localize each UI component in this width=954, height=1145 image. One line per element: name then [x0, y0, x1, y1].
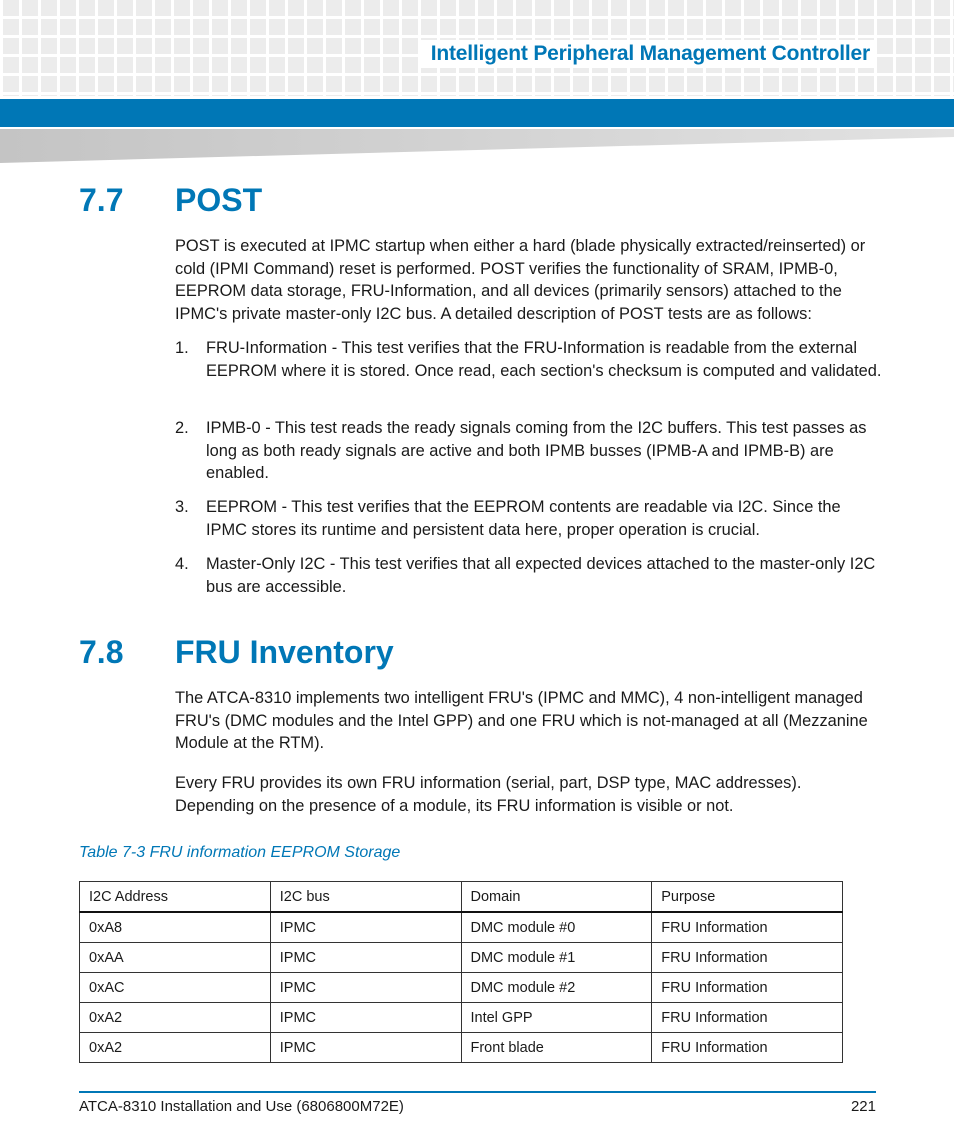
list-text: EEPROM - This test verifies that the EEPROM contents are readable via I2C. Since the IPMC stores its runtime and persistent data here, proper operation is crucial. — [206, 498, 841, 539]
footer-document-title: ATCA-8310 Installation and Use (6806800M72E) — [79, 1098, 404, 1115]
table-row — [80, 973, 843, 1003]
fru-paragraph-1: The ATCA-8310 implements two intelligent FRU's (IPMC and MMC), 4 non-intelligent managed FRU's (DMC modules and the Intel GPP) and one FRU which is not-managed at all (Mezzanine Module at the RTM). — [175, 689, 868, 753]
table-cell: Intel GPP — [461, 1003, 652, 1033]
header-blue-bar — [0, 99, 954, 127]
table-cell: IPMC — [270, 973, 461, 1003]
list-number: 1. — [175, 339, 189, 357]
section-number: 7.8 — [79, 634, 124, 670]
footer-rule — [79, 1091, 876, 1093]
table-cell: FRU Information — [652, 1033, 843, 1063]
table-cell: IPMC — [270, 1003, 461, 1033]
table-cell: IPMC — [270, 1033, 461, 1063]
fru-paragraph-2: Every FRU provides its own FRU information (serial, part, DSP type, MAC addresses). Depending on the presence of a module, its FRU information is visible or not. — [175, 774, 802, 815]
column-header: I2C Address — [80, 882, 271, 913]
table-cell: 0xAA — [80, 943, 271, 973]
table-cell: 0xAC — [80, 973, 271, 1003]
table-cell: DMC module #0 — [461, 912, 652, 943]
section-number: 7.7 — [79, 182, 124, 218]
table-cell: DMC module #2 — [461, 973, 652, 1003]
table-cell: FRU Information — [652, 973, 843, 1003]
table-cell: Front blade — [461, 1033, 652, 1063]
list-number: 4. — [175, 555, 189, 573]
table-row — [80, 1033, 843, 1063]
table-cell: FRU Information — [652, 912, 843, 943]
page-number: 221 — [850, 1098, 876, 1115]
section-title: FRU Inventory — [175, 634, 394, 670]
table-cell: FRU Information — [652, 1003, 843, 1033]
header-title-wrap — [421, 40, 874, 68]
list-number: 2. — [175, 419, 189, 437]
running-header-title: Intelligent Peripheral Management Controller — [430, 42, 870, 65]
table-cell: 0xA8 — [80, 912, 271, 943]
fru-eeprom-table — [79, 881, 843, 1063]
list-text: Master-Only I2C - This test verifies that all expected devices attached to the master-only I2C bus are accessible. — [206, 555, 876, 596]
list-text: FRU-Information - This test verifies that the FRU-Information is readable from the external EEPROM where it is stored. Once read, each section's checksum is computed and validated. — [206, 339, 882, 380]
post-intro-paragraph: POST is executed at IPMC startup when either a hard (blade physically extracted/reinserted) or cold (IPMI Command) reset is performed. POST verifies the functionality of SRAM, IPMB-0, EEPROM data storage, FRU-Information, and all devices (primarily sensors) attached to the IPMC's private master-only I2C bus. A detailed description of POST tests are as follows: — [175, 237, 866, 323]
column-header: Domain — [461, 882, 652, 913]
table-caption: Table 7-3 FRU information EEPROM Storage — [79, 844, 401, 861]
header-gray-wedge — [0, 129, 954, 163]
table-header-row — [80, 882, 843, 913]
list-number: 3. — [175, 498, 189, 516]
column-header: Purpose — [652, 882, 843, 913]
table-row — [80, 1003, 843, 1033]
list-text: IPMB-0 - This test reads the ready signals coming from the I2C buffers. This test passes as long as both ready signals are active and both IPMB busses (IPMB-A and IPMB-B) are enabled. — [206, 419, 867, 483]
table-row — [80, 943, 843, 973]
table-cell: IPMC — [270, 943, 461, 973]
section-heading-post — [79, 182, 262, 219]
table-cell: 0xA2 — [80, 1003, 271, 1033]
table-cell: IPMC — [270, 912, 461, 943]
table-cell: FRU Information — [652, 943, 843, 973]
table-row — [80, 912, 843, 943]
table-cell: 0xA2 — [80, 1033, 271, 1063]
column-header: I2C bus — [270, 882, 461, 913]
section-heading-fru-inventory — [79, 634, 394, 671]
section-title: POST — [175, 182, 263, 218]
table-cell: DMC module #1 — [461, 943, 652, 973]
